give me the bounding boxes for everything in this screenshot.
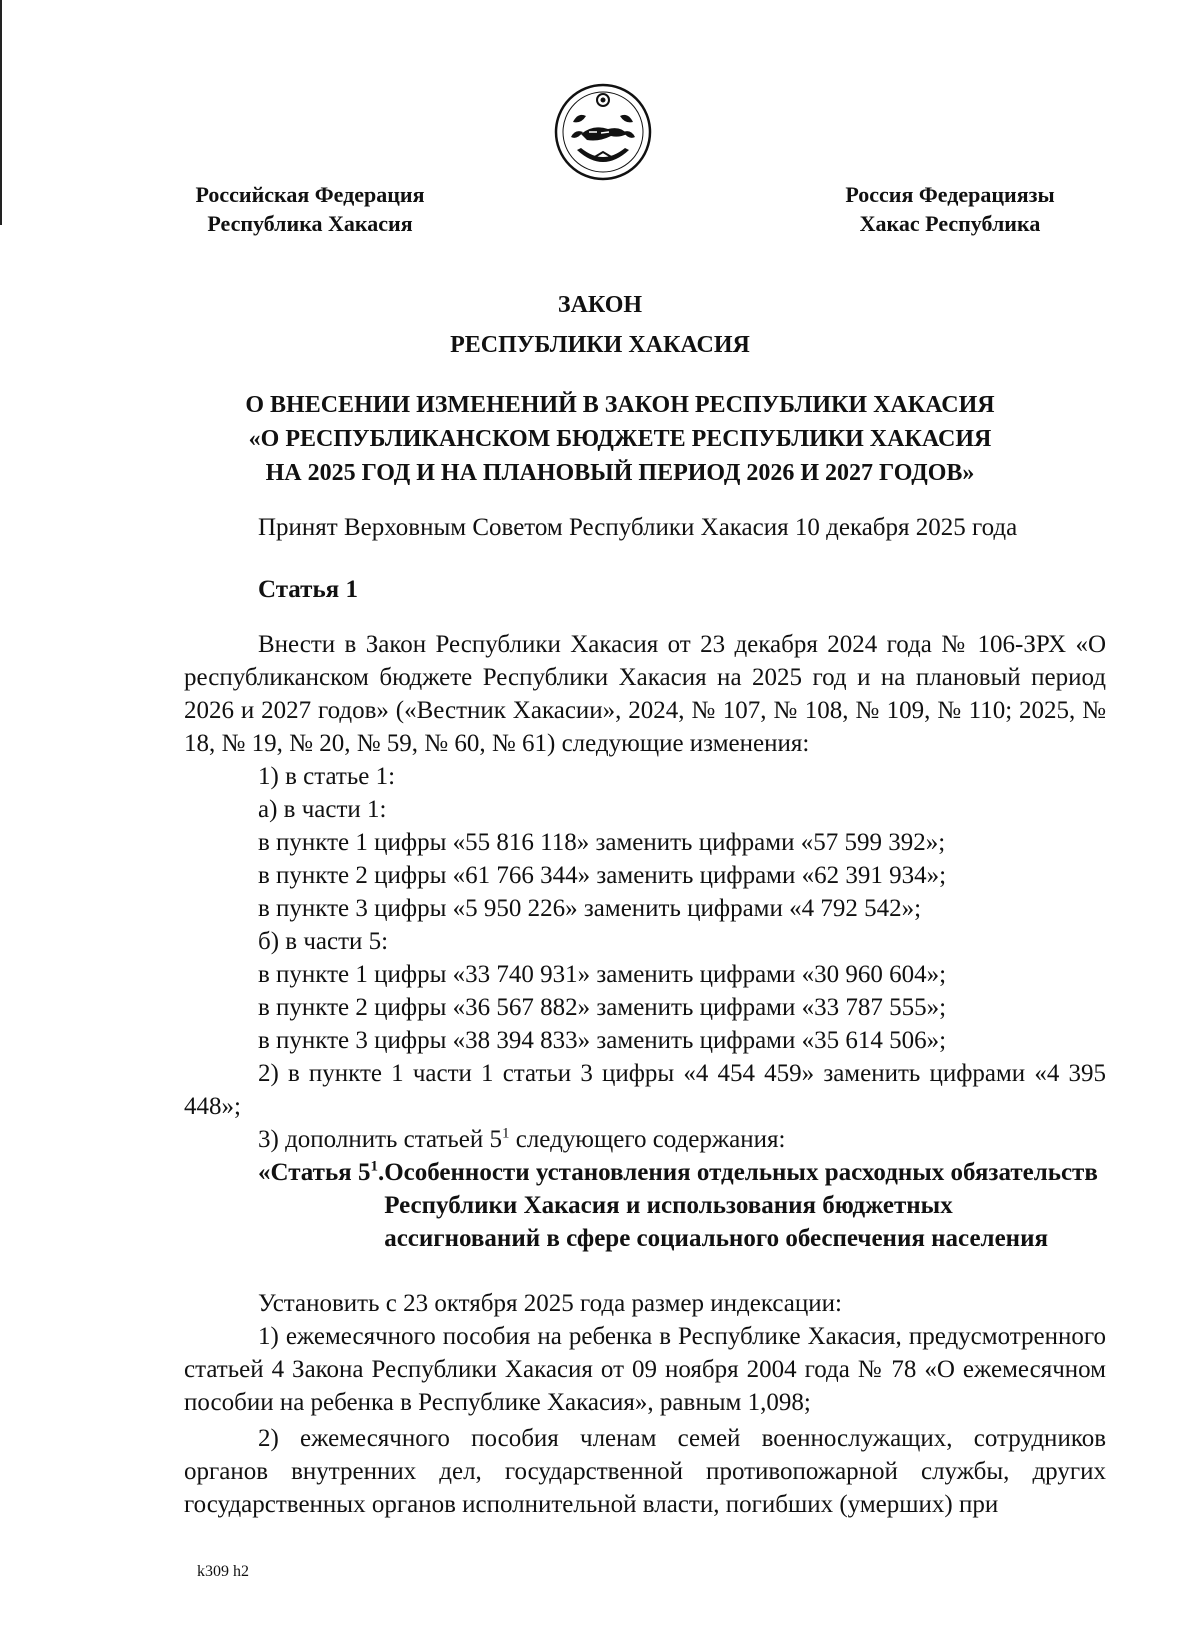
- indexation-item-2: 2) ежемесячного пособия членам семей военнослужащих, сотрудников органов внутренних дел, государственной противопожарной службы, других государственных органов исполнительной власти, погибших (умерших) при: [184, 1425, 1106, 1518]
- list-item: 1) в статье 1:: [258, 763, 396, 790]
- document-body: [184, 628, 1106, 1521]
- law-subject: [150, 388, 1090, 490]
- indexation-intro: Установить с 23 октября 2025 года размер индексации:: [258, 1290, 842, 1317]
- list-item: а) в части 1:: [258, 796, 387, 823]
- item-3-superscript: 1: [501, 1125, 510, 1142]
- law-subject-line2: «О РЕСПУБЛИКАНСКОМ БЮДЖЕТЕ РЕСПУБЛИКИ ХАКАСИЯ: [248, 426, 992, 452]
- list-item: в пункте 2 цифры «36 567 882» заменить цифрами «33 787 555»;: [258, 994, 947, 1021]
- law-subject-line1: О ВНЕСЕНИИ ИЗМЕНЕНИЙ В ЗАКОН РЕСПУБЛИКИ ХАКАСИЯ: [245, 392, 995, 418]
- article-1-heading: Статья 1: [258, 576, 358, 603]
- header-right-line2: Хакас Республика: [859, 211, 1041, 236]
- item-3-text: 3) дополнить статьей 5: [258, 1126, 502, 1153]
- scan-edge-line: [0, 0, 2, 225]
- item-2-paragraph: 2) в пункте 1 части 1 статьи 3 цифры «4 454 459» заменить цифрами «4 395 448»;: [184, 1060, 1106, 1120]
- list-item: в пункте 2 цифры «61 766 344» заменить цифрами «62 391 934»;: [258, 862, 947, 889]
- article-5-1-label-text: «Статья 5: [258, 1159, 371, 1186]
- article-5-1-superscript: 1: [370, 1158, 378, 1175]
- item-3-text-end: следующего содержания:: [509, 1126, 786, 1153]
- list-item: в пункте 3 цифры «38 394 833» заменить цифрами «35 614 506»;: [258, 1027, 947, 1054]
- article-5-1-label-dot: .: [377, 1159, 385, 1186]
- coat-of-arms-emblem: [553, 82, 653, 182]
- header-left-line1: Российская Федерация: [195, 182, 425, 207]
- article-5-1-label: [258, 1156, 384, 1255]
- header-right-line1: Россия Федерациязы: [845, 182, 1055, 207]
- document-code: k309 h2: [197, 1563, 249, 1580]
- header-left-line2: Республика Хакасия: [207, 211, 413, 236]
- header-left: [160, 180, 460, 238]
- list-item: в пункте 3 цифры «5 950 226» заменить цифрами «4 792 542»;: [258, 895, 922, 922]
- article-5-1-title: Особенности установления отдельных расходных обязательств Республики Хакасия и использования бюджетных ассигнований в сфере социального обеспечения населения: [384, 1159, 1098, 1252]
- article-5-1-heading: [258, 1156, 1106, 1255]
- indexation-item-1: 1) ежемесячного пособия на ребенка в Республике Хакасия, предусмотренного статьей 4 Закона Республики Хакасия от 09 ноября 2004 года № 78 «О ежемесячном пособии на ребенка в Республике Хакасия», равным 1,098;: [184, 1323, 1106, 1416]
- list-item: в пункте 1 цифры «33 740 931» заменить цифрами «30 960 604»;: [258, 961, 947, 988]
- law-title: [0, 285, 1200, 365]
- law-title-line2: РЕСПУБЛИКИ ХАКАСИЯ: [450, 332, 750, 358]
- list-item: в пункте 1 цифры «55 816 118» заменить цифрами «57 599 392»;: [258, 829, 946, 856]
- law-subject-line3: НА 2025 ГОД И НА ПЛАНОВЫЙ ПЕРИОД 2026 И 2027 ГОДОВ»: [265, 460, 975, 486]
- law-title-line1: ЗАКОН: [557, 292, 643, 318]
- header-right: [800, 180, 1100, 238]
- intro-paragraph: Внести в Закон Республики Хакасия от 23 декабря 2024 года № 106-ЗРХ «О республиканском бюджете Республики Хакасия на 2025 год и на плановый период 2026 и 2027 годов» («Вестник Хакасии», 2024, № 107, № 108, № 109, № 110; 2025, № 18, № 19, № 20, № 59, № 60, № 61) следующие изменения:: [184, 631, 1106, 757]
- adoption-note: Принят Верховным Советом Республики Хакасия 10 декабря 2025 года: [258, 514, 1018, 541]
- item-3-paragraph: [184, 1123, 1106, 1156]
- list-item: б) в части 5:: [258, 928, 389, 955]
